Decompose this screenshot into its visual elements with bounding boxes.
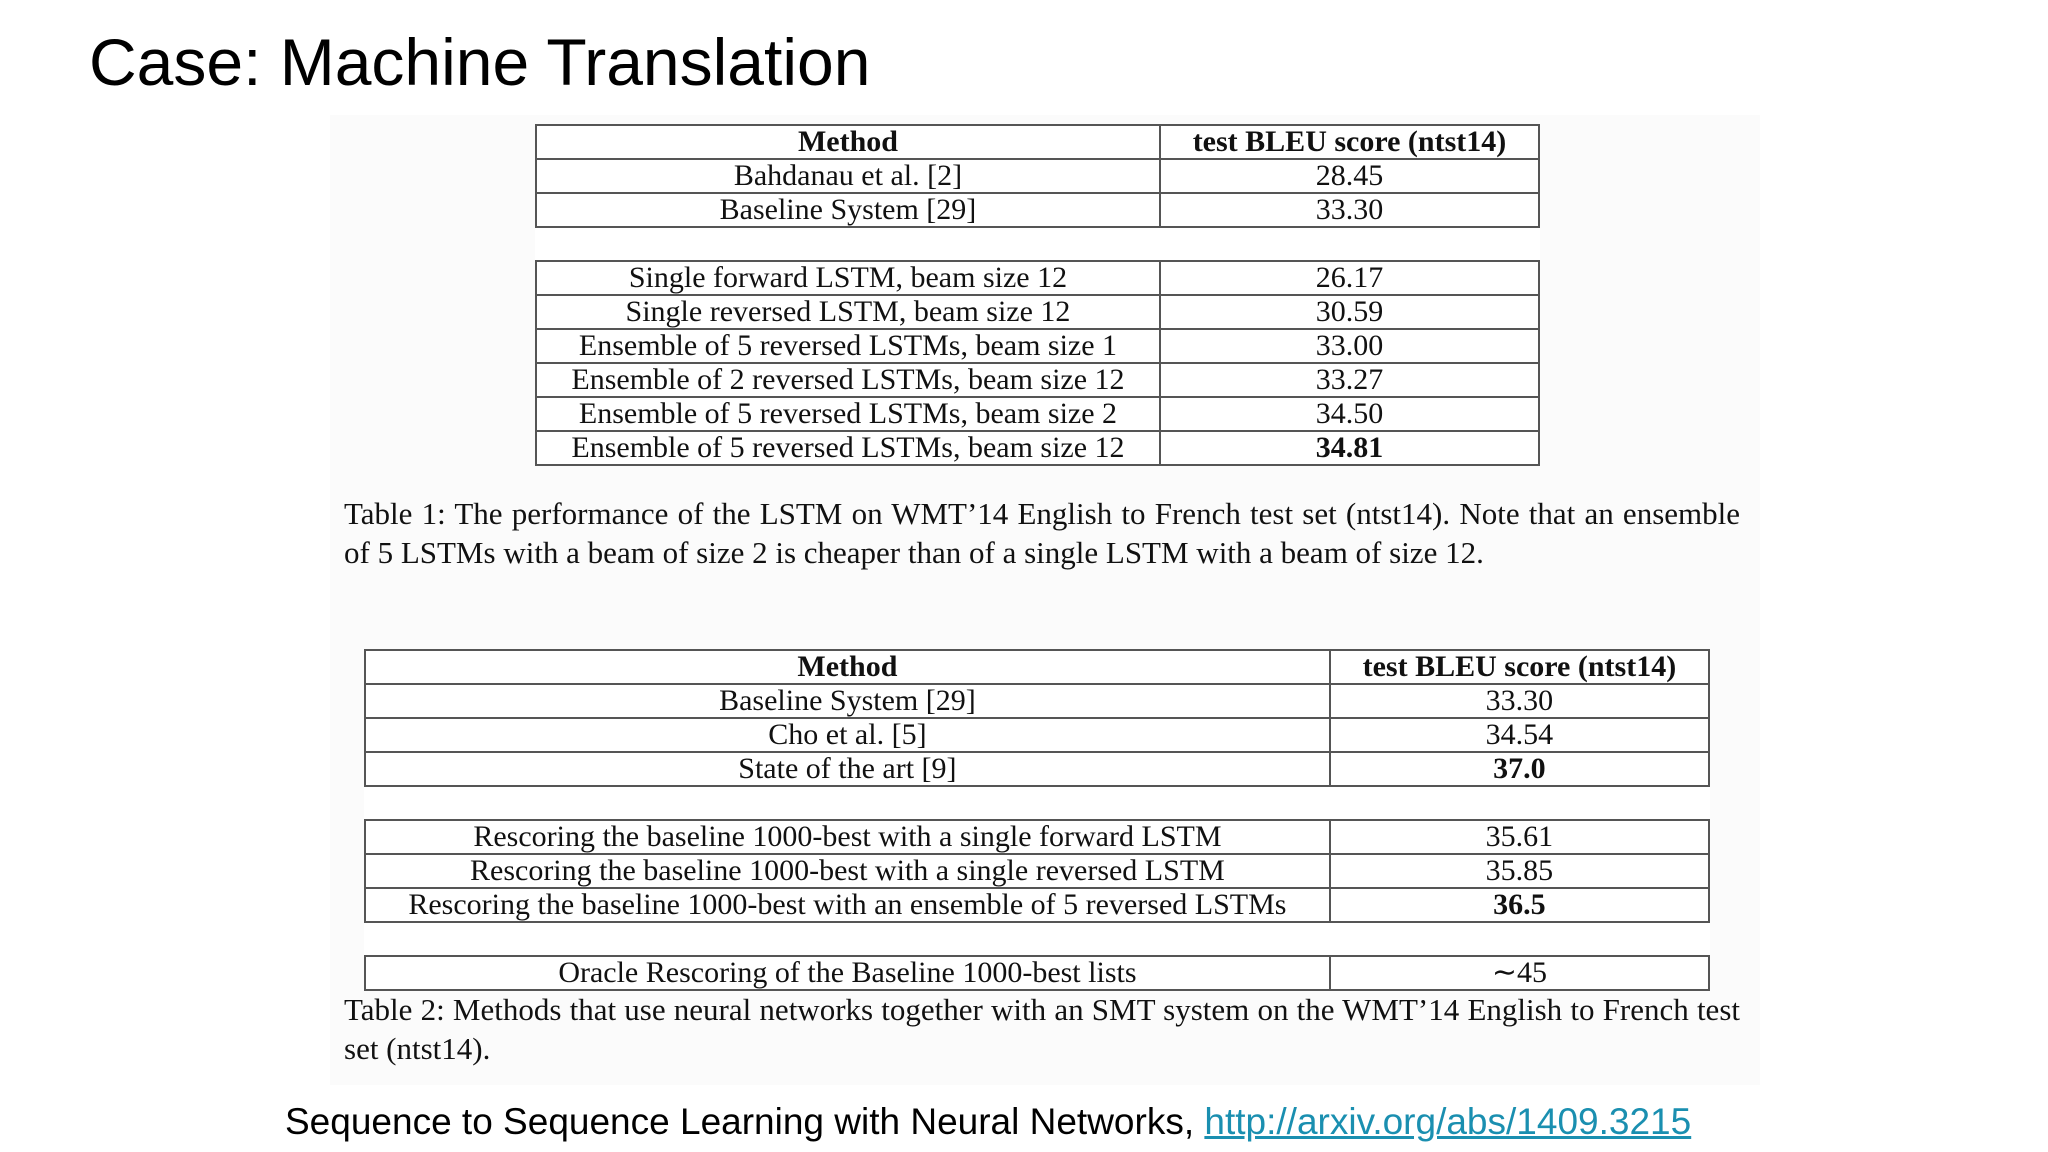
score-cell: 35.61	[1330, 820, 1709, 854]
score-cell: 33.27	[1160, 363, 1539, 397]
results-table-1	[535, 124, 1540, 466]
score-cell: 34.54	[1330, 718, 1709, 752]
score-cell: 28.45	[1160, 159, 1539, 193]
table-row	[365, 718, 1709, 752]
column-header-method: Method	[365, 650, 1330, 684]
table-row	[536, 329, 1539, 363]
column-header-method: Method	[536, 125, 1160, 159]
score-cell: 35.85	[1330, 854, 1709, 888]
method-cell: Ensemble of 5 reversed LSTMs, beam size 2	[536, 397, 1160, 431]
method-cell: Rescoring the baseline 1000-best with an ensemble of 5 reversed LSTMs	[365, 888, 1330, 922]
method-cell: Baseline System [29]	[536, 193, 1160, 227]
group-separator	[365, 922, 1709, 956]
table-row	[536, 363, 1539, 397]
column-header-score: test BLEU score (ntst14)	[1330, 650, 1709, 684]
method-cell: Ensemble of 5 reversed LSTMs, beam size 1	[536, 329, 1160, 363]
score-cell: 26.17	[1160, 261, 1539, 295]
citation-text: Sequence to Sequence Learning with Neural Networks,	[285, 1101, 1205, 1142]
table-row	[365, 888, 1709, 922]
column-header-score: test BLEU score (ntst14)	[1160, 125, 1539, 159]
table-row	[365, 854, 1709, 888]
table-row	[365, 956, 1709, 990]
score-cell: 30.59	[1160, 295, 1539, 329]
table-header-row	[536, 125, 1539, 159]
table-1-caption: Table 1: The performance of the LSTM on WMT’14 English to French test set (ntst14). Note that an ensemble of 5 LSTMs with a beam of size 2 is cheaper than of a single LSTM with a beam of size 12.	[344, 496, 1740, 570]
score-cell: 33.00	[1160, 329, 1539, 363]
best-score-cell: 36.5	[1330, 888, 1709, 922]
table-row	[536, 159, 1539, 193]
table-row	[536, 397, 1539, 431]
results-table-2	[364, 649, 1710, 991]
method-cell: State of the art [9]	[365, 752, 1330, 786]
score-cell: ∼45	[1330, 956, 1709, 990]
method-cell: Bahdanau et al. [2]	[536, 159, 1160, 193]
method-cell: Single reversed LSTM, beam size 12	[536, 295, 1160, 329]
table-header-row	[365, 650, 1709, 684]
citation-footer	[285, 1100, 1691, 1144]
method-cell: Cho et al. [5]	[365, 718, 1330, 752]
table-row	[536, 295, 1539, 329]
table-row	[536, 261, 1539, 295]
table-row	[365, 684, 1709, 718]
method-cell: Single forward LSTM, beam size 12	[536, 261, 1160, 295]
table-row	[365, 820, 1709, 854]
table-2-caption: Table 2: Methods that use neural networks together with an SMT system on the WMT’14 English to French test set (ntst14).	[344, 992, 1740, 1066]
table-row	[536, 431, 1539, 465]
method-cell: Baseline System [29]	[365, 684, 1330, 718]
method-cell: Ensemble of 5 reversed LSTMs, beam size 12	[536, 431, 1160, 465]
best-score-cell: 37.0	[1330, 752, 1709, 786]
slide-title: Case: Machine Translation	[89, 25, 871, 99]
method-cell: Rescoring the baseline 1000-best with a single reversed LSTM	[365, 854, 1330, 888]
method-cell: Ensemble of 2 reversed LSTMs, beam size 12	[536, 363, 1160, 397]
group-separator	[536, 227, 1539, 261]
best-score-cell: 34.81	[1160, 431, 1539, 465]
score-cell: 33.30	[1330, 684, 1709, 718]
score-cell: 33.30	[1160, 193, 1539, 227]
score-cell: 34.50	[1160, 397, 1539, 431]
method-cell: Oracle Rescoring of the Baseline 1000-best lists	[365, 956, 1330, 990]
table-row	[536, 193, 1539, 227]
group-separator	[365, 786, 1709, 820]
arxiv-link[interactable]: http://arxiv.org/abs/1409.3215	[1204, 1101, 1692, 1142]
method-cell: Rescoring the baseline 1000-best with a single forward LSTM	[365, 820, 1330, 854]
table-row	[365, 752, 1709, 786]
